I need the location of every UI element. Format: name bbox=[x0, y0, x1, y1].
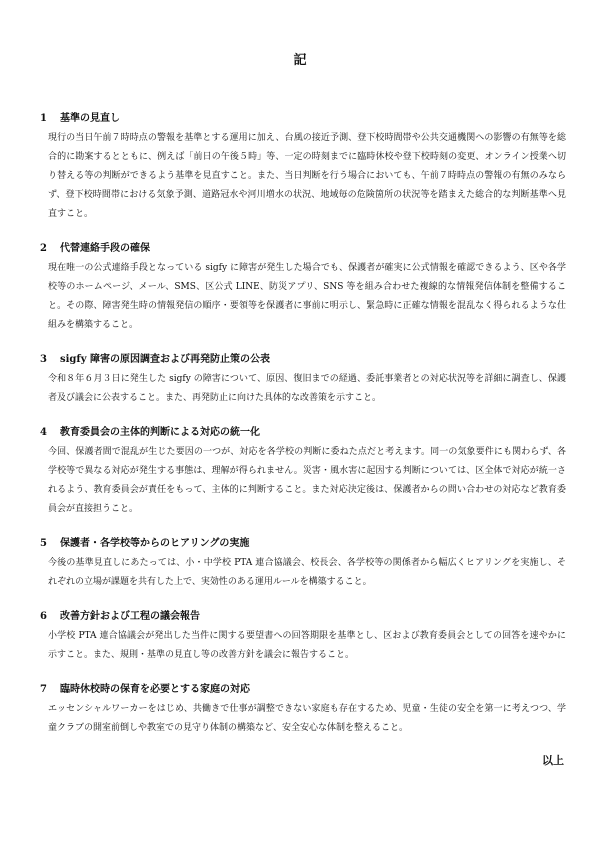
section-3 bbox=[0, 353, 600, 408]
section-number: 2 bbox=[40, 243, 47, 254]
section-number: 7 bbox=[40, 684, 47, 695]
section-4 bbox=[0, 426, 600, 519]
section-body: 現在唯一の公式連絡手段となっている sigfy に障害が発生した場合でも、保護者が確実に公式情報を確認できるよう、区や各学校等のホームページ、メール、SMS、区公式 LINE、防災アプリ、SNS 等を組み合わせた複線的な情報発信体制を整備すること。その際、障害発生時の情報発信の順序・要領等を保護者に事前に明示し、緊急時に正確な情報を混乱なく得られるような仕組みを構築すること。 bbox=[48, 263, 566, 330]
section-body: 今回、保護者間で混乱が生じた要因の一つが、対応を各学校の判断に委ねた点だと考えます。同一の気象要件にも関わらず、各学校等で異なる対応が発生する事態は、理解が得られません。災害・風水害に起因する判断については、区全体で対応が統一されるよう、教育委員会が責任をもって、主体的に判断すること。また対応決定後は、保護者からの問い合わせの対応など教育委員会が直接担うこと。 bbox=[48, 447, 566, 514]
section-7 bbox=[0, 683, 600, 738]
section-1 bbox=[0, 112, 600, 224]
section-heading-text: 保護者・各学校等からのヒアリングの実施 bbox=[60, 538, 250, 549]
section-body: 小学校 PTA 連合協議会が発出した当件に関する要望書への回答期限を基準とし、区および教育委員会としての回答を速やかに示すこと。また、規則・基準の見直し等の改善方針を議会に報告すること。 bbox=[48, 631, 566, 660]
section-heading bbox=[40, 610, 600, 624]
section-body: 現行の当日午前７時時点の警報を基準とする運用に加え、台風の接近予測、登下校時間帯や公共交通機関への影響の有無等を総合的に勘案するとともに、例えば「前日の午後５時」等、一定の時刻までに臨時休校や登下校時刻の変更、オンライン授業へ切り替える等の判断ができるよう基準を見直すこと。また、当日判断を行う場合においても、午前７時時点の警報の有無のみならず、登下校時間帯における気象予測、道路冠水や河川増水の状況、地域毎の危険箇所の状況等を踏まえた総合的な判断基準へ見直すこと。 bbox=[48, 133, 566, 219]
request-sections bbox=[0, 112, 600, 756]
section-heading-text: 改善方針および工程の議会報告 bbox=[60, 611, 200, 622]
section-heading-text: 臨時休校時の保育を必要とする家庭の対応 bbox=[60, 684, 250, 695]
section-heading bbox=[40, 426, 600, 440]
section-heading bbox=[40, 537, 600, 551]
section-heading bbox=[40, 112, 600, 126]
section-2 bbox=[0, 242, 600, 335]
section-number: 1 bbox=[40, 113, 47, 124]
document-title: 記 bbox=[293, 53, 307, 68]
section-heading-text: 代替連絡手段の確保 bbox=[60, 243, 150, 254]
section-number: 4 bbox=[40, 427, 47, 438]
closing-remark: 以上 bbox=[542, 754, 564, 767]
section-heading-text: 基準の見直し bbox=[60, 113, 120, 124]
section-heading-text: 教育委員会の主体的判断による対応の統一化 bbox=[60, 427, 260, 438]
section-body: 令和８年６月３日に発生した sigfy の障害について、原因、復旧までの経過、委託事業者との対応状況等を詳細に調査し、保護者及び議会に公表すること。また、再発防止に向けた具体的な改善策を示すこと。 bbox=[48, 374, 566, 403]
section-body: エッセンシャルワーカーをはじめ、共働きで仕事が調整できない家庭も存在するため、児童・生徒の安全を第一に考えつつ、学童クラブの開室前倒しや教室での見守り体制の構築など、安全安心な体制を整えること。 bbox=[48, 704, 566, 733]
section-heading bbox=[40, 242, 600, 256]
section-heading bbox=[40, 683, 600, 697]
section-number: 6 bbox=[40, 611, 47, 622]
section-heading-text: sigfy 障害の原因調査および再発防止策の公表 bbox=[60, 354, 271, 365]
section-number: 5 bbox=[40, 538, 47, 549]
section-5 bbox=[0, 537, 600, 592]
section-6 bbox=[0, 610, 600, 665]
section-body: 今後の基準見直しにあたっては、小・中学校 PTA 連合協議会、校長会、各学校等の関係者から幅広くヒアリングを実施し、それぞれの立場が課題を共有した上で、実効性のある運用ルールを構築すること。 bbox=[48, 558, 566, 587]
section-heading bbox=[40, 353, 600, 367]
section-number: 3 bbox=[40, 354, 47, 365]
